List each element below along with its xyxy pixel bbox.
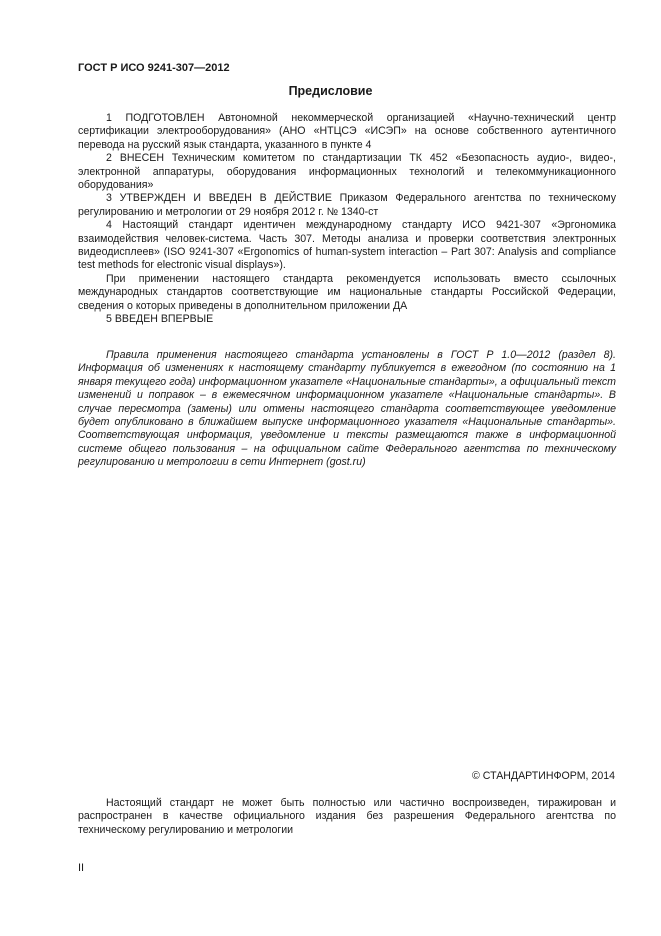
notice-text: Правила применения настоящего стандарта установлены в ГОСТ Р 1.0—2012 (раздел 8). Информация об изменениях к настоящему стандарту публикуется в ежегодном (по состоянию на 1 января текущего года) информационном указателе «Национальные стандарты», а официальный текст изменений и поправок – в ежемесячном информационном указателе «Национальные стандарты». В случае пересмотра (замены) или отмены настоящего стандарта соответствующее уведомление будет опубликовано в ближайшем выпуске информационного указателя «Национальные стандарты». Соответствующая информация, уведомление и тексты размещаются также в информационной системе общего пользования – на официальном сайте Федерального агентства по техническому регулированию и метрологии в сети Интернет (gost.ru) <box>78 349 616 469</box>
standard-header: ГОСТ Р ИСО 9241-307—2012 <box>78 62 230 74</box>
preface-item-4: 4 Настоящий стандарт идентичен международному стандарту ИСО 9421-307 «Эргономика взаимодействия человек-система. Часть 307. Методы анализа и проверки соответствия электронных видеодисплеев» (ISO 9241-307 «Ergonomics of human-system interaction – Part 307: Analysis and compliance test methods for electronic visual displays»). <box>78 219 616 272</box>
preface-item-5: 5 ВВЕДЕН ВПЕРВЫЕ <box>106 313 214 326</box>
preface-item-4-note: При применении настоящего стандарта рекомендуется использовать вместо ссылочных международных стандартов соответствующие им национальные стандарты Российской Федерации, сведения о которых приведены в дополнительном приложении ДА <box>78 272 616 312</box>
rights-notice <box>78 797 616 837</box>
copyright-line: © СТАНДАРТИНФОРМ, 2014 <box>472 770 615 782</box>
preface-item-1: 1 ПОДГОТОВЛЕН Автономной некоммерческой организацией «Научно-технический центр сертификации электрооборудования» (АНО «НТЦСЭ «ИСЭП» на основе собственного аутентичного перевода на русский язык стандарта, указанного в пункте 4 <box>78 112 616 151</box>
page-title: Предисловие <box>288 84 373 98</box>
preface-item-3: 3 УТВЕРЖДЕН И ВВЕДЕН В ДЕЙСТВИЕ Приказом Федерального агентства по техническому регулированию и метрологии от 29 ноября 2012 г. № 1340-ст <box>78 192 616 218</box>
rights-text: Настоящий стандарт не может быть полностью или частично воспроизведен, тиражирован и распространен в качестве официального издания без разрешения Федерального агентства по техническому регулированию и метрологии <box>78 797 616 836</box>
preface-item-2: 2 ВНЕСЕН Техническим комитетом по стандартизации ТК 452 «Безопасность аудио-, видео-, электронной аппаратуры, оборудования информационных технологий и телекоммуникационного оборудования» <box>78 152 616 192</box>
application-notice <box>78 349 616 470</box>
page-number: II <box>78 862 85 874</box>
preface-section <box>78 112 616 327</box>
